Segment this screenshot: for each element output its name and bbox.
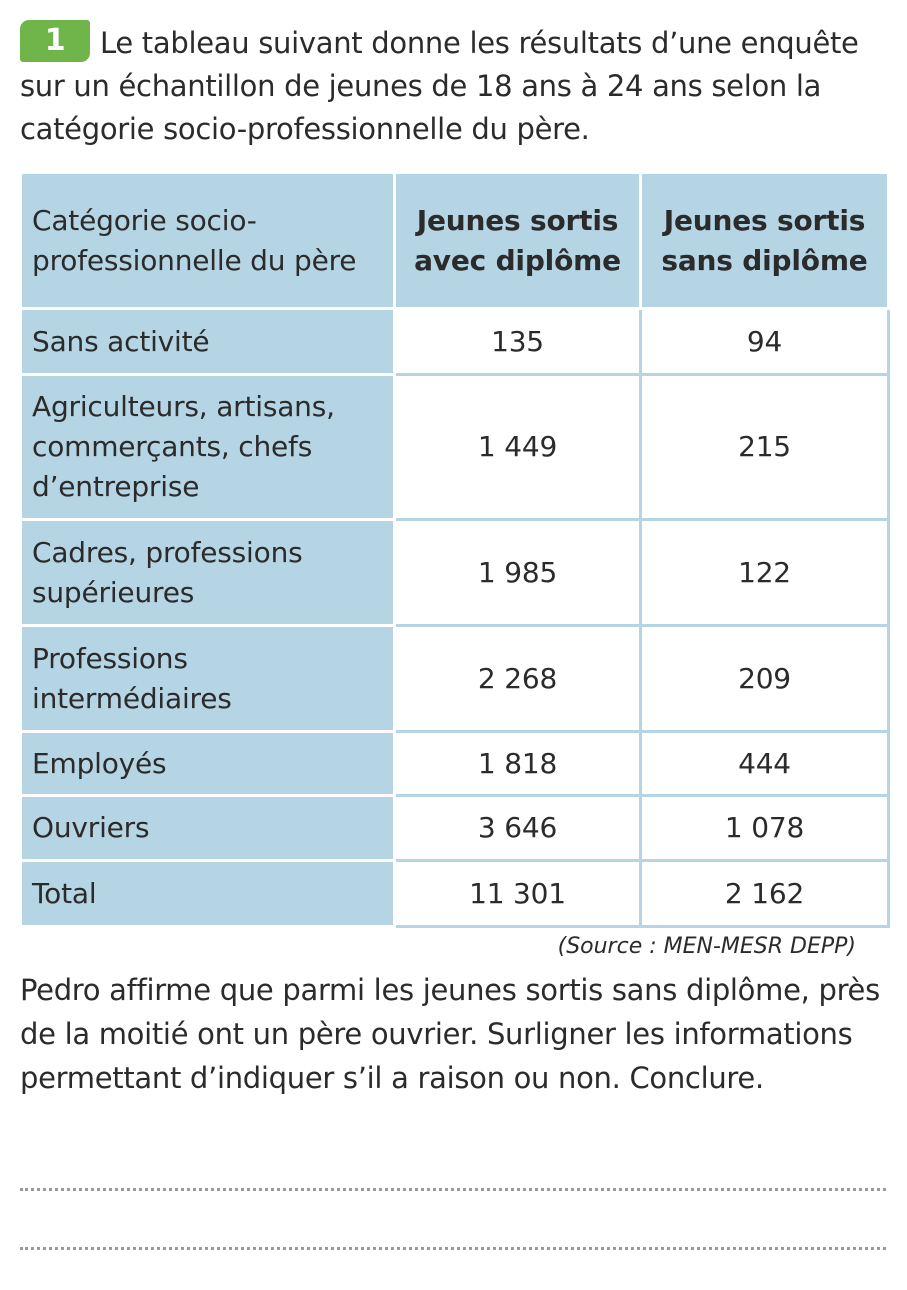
row-without-diploma: 2 162 <box>641 861 889 927</box>
row-with-diploma: 135 <box>395 309 641 375</box>
exercise-number-badge: 1 <box>20 20 90 62</box>
survey-table <box>19 171 890 928</box>
row-with-diploma: 1 449 <box>395 375 641 520</box>
row-without-diploma: 215 <box>641 375 889 520</box>
row-with-diploma: 3 646 <box>395 796 641 861</box>
answer-line[interactable] <box>20 1247 886 1250</box>
table-row <box>21 796 889 861</box>
row-category: Ouvriers <box>21 796 395 861</box>
row-with-diploma: 1 985 <box>395 520 641 626</box>
header-with-diploma: Jeunes sortis avec diplôme <box>395 173 641 309</box>
question-text: Pedro affirme que parmi les jeunes sortis sans diplôme, près de la moitié ont un père ouvrier. Surligner les informations permettant d’indiquer s’il a raison ou non. Conclure. <box>20 973 880 1095</box>
row-without-diploma: 122 <box>641 520 889 626</box>
row-without-diploma: 1 078 <box>641 796 889 861</box>
table-row <box>21 520 889 626</box>
row-category: Employés <box>21 732 395 796</box>
row-without-diploma: 444 <box>641 732 889 796</box>
header-category: Catégorie socio-professionnelle du père <box>21 173 395 309</box>
row-with-diploma: 1 818 <box>395 732 641 796</box>
row-with-diploma: 2 268 <box>395 626 641 732</box>
exercise-intro-text: Le tableau suivant donne les résultats d’une enquête sur un échantillon de jeunes de 18 ans à 24 ans selon la catégorie socio-professionnelle du père. <box>20 26 859 146</box>
row-category: Total <box>21 861 395 927</box>
row-with-diploma: 11 301 <box>395 861 641 927</box>
row-category: Professions intermédiaires <box>21 626 395 732</box>
table-row <box>21 626 889 732</box>
header-without-diploma: Jeunes sortis sans diplôme <box>641 173 889 309</box>
table-row <box>21 309 889 375</box>
row-without-diploma: 94 <box>641 309 889 375</box>
row-without-diploma: 209 <box>641 626 889 732</box>
answer-line[interactable] <box>20 1188 886 1191</box>
table-row <box>21 375 889 520</box>
table-row-total <box>21 861 889 927</box>
row-category: Cadres, professions supérieures <box>21 520 395 626</box>
table-row <box>21 732 889 796</box>
row-category: Sans activité <box>21 309 395 375</box>
row-category: Agriculteurs, artisans, commerçants, chefs d’entreprise <box>21 375 395 520</box>
exercise-intro <box>20 22 890 151</box>
source-note: (Source : MEN-MESR DEPP) <box>557 934 856 959</box>
